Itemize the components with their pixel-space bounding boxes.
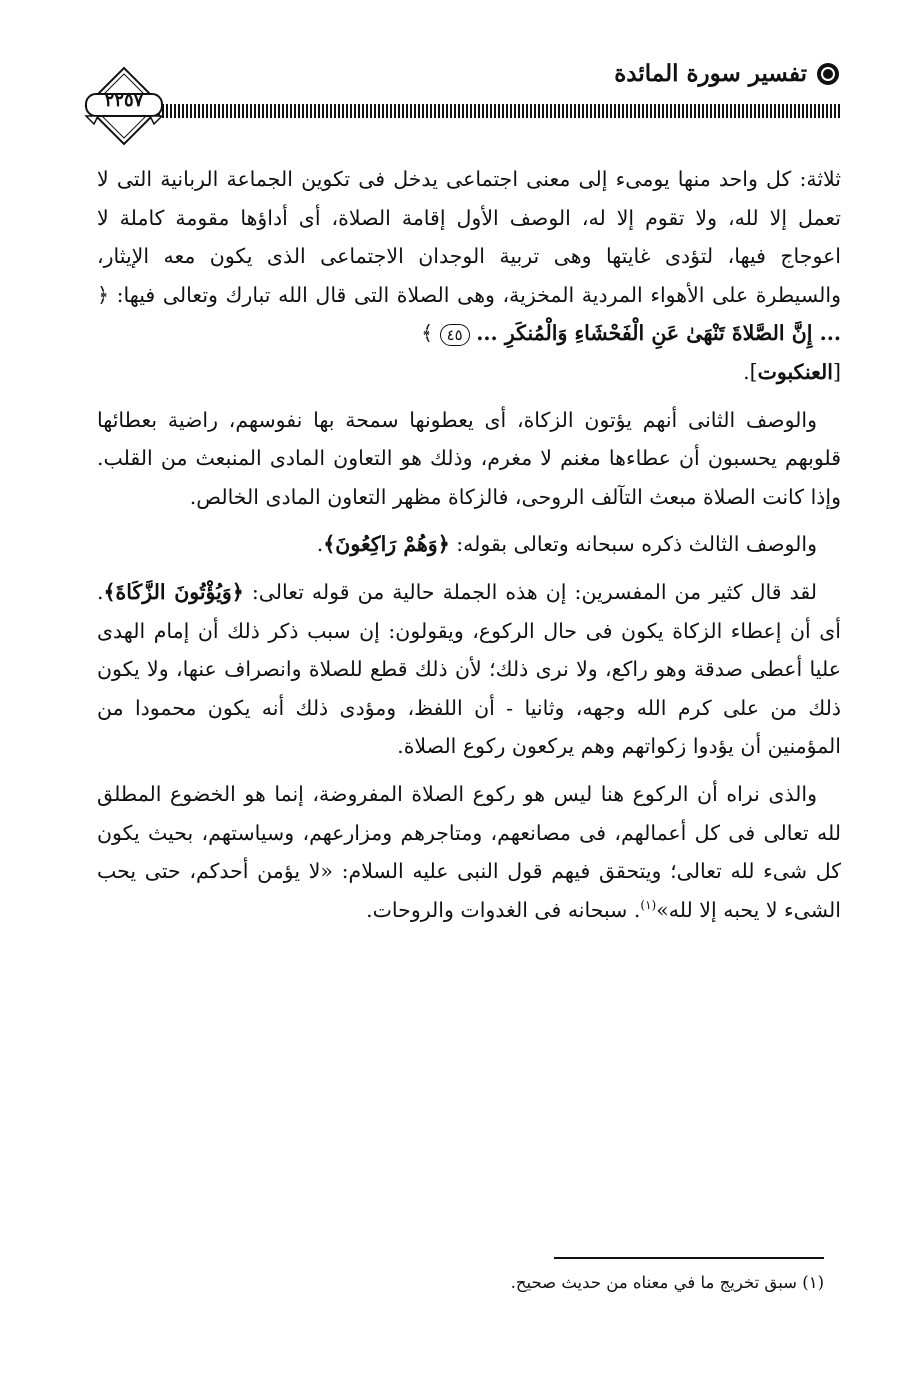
flower-ornament-icon [817, 63, 839, 85]
paragraph-3 [97, 525, 841, 564]
main-text [97, 160, 841, 938]
sura-name: العنكبوت [757, 359, 833, 384]
quran-close-bracket: ﴾ [421, 321, 434, 346]
paragraph-3-text: والوصف الثالث ذكره سبحانه وتعالى بقوله: [456, 532, 817, 557]
paragraph-2: والوصف الثانى أنهم يؤتون الزكاة، أى يعطونها سمحة بها نفوسهم، راضية بعطائها قلوبهم يحسبون أن عطاءها مغنم لا مغرم، وذلك هو التعاون المادى المنبعث من القلب. وإذا كانت الصلاة مبعث التآلف الروحى، فالزكاة مظهر التعاون المادى الخالص. [97, 407, 841, 509]
paragraph-4-text-b: . أى أن إعطاء الزكاة يكون فى حال الركوع، ويقولون: إن سبب ذكر ذلك أن إمام الهدى عليا أعطى صدقة وهو راكع، ولا نرى ذلك؛ لأن ذلك قطع للصلاة وانصراف عنها، ولا يكون ذلك من على كرم الله وجهه، وثانيا - أن اللفظ، ومؤدى ذلك أنه يكون محمودا من المؤمنين أن يؤدوا زكواتهم وهم يركعون ركوع الصلاة. [97, 579, 841, 759]
paragraph-1 [97, 160, 841, 392]
page-number: ٢٢٥٧ [104, 90, 144, 111]
quran-quote-zakat: ﴿وَيُؤْتُونَ الزَّكَاةَ﴾ [103, 579, 244, 604]
paragraph-4-text-a: لقد قال كثير من المفسرين: إن هذه الجملة حالية من قوله تعالى: [251, 579, 817, 604]
ayah-number-marker: ٤٥ [440, 324, 470, 346]
paragraph-5-text-b: . سبحانه فى الغدوات والروحات. [366, 897, 641, 922]
running-title: تفسير سورة المائدة [614, 60, 807, 87]
quran-open-bracket: ﴿ [97, 282, 110, 307]
quran-quote-ankabut: ... إِنَّ الصَّلاةَ تَنْهَىٰ عَنِ الْفَحْشَاءِ وَالْمُنكَرِ ... [476, 321, 841, 346]
sura-close-bracket: ]. [743, 359, 758, 384]
header-rule [158, 104, 841, 118]
footnote-separator [554, 1257, 824, 1259]
footnote-1: (١) سبق تخريج ما في معناه من حديث صحيح. [510, 1273, 824, 1292]
quran-quote-rakioun: ﴿وَهُمْ رَاكِعُونَ﴾ [323, 532, 450, 557]
paragraph-5 [97, 775, 841, 929]
page-number-badge [84, 66, 164, 146]
paragraph-1-text: ثلاثة: كل واحد منها يومىء إلى معنى اجتماعى يدخل فى تكوين الجماعة الربانية التى لا تعمل إلا لله، ولا تقوم إلا له، الوصف الأول إقامة الصلاة، أى أداؤها مقومة كاملة لا اعوجاج فيها، لتؤدى غايتها وهى تربية الوجدان الاجتماعى الذى يكون معه الإيثار، والسيطرة على الأهواء المردية المخزية، وهى الصلاة التى قال الله تبارك وتعالى فيها: [97, 167, 841, 307]
paragraph-3-end: . [316, 532, 324, 557]
running-header [614, 60, 839, 87]
paragraph-5-text-a: والذى نراه أن الركوع هنا ليس هو ركوع الصلاة المفروضة، إنما هو الخضوع المطلق لله تعالى فى كل أعمالهم، فى مصانعهم، ومتاجرهم ومزارعهم، وسياستهم، بحيث يكون كل شىء لله تعالى؛ ويتحقق فيهم قول النبى عليه السلام: «لا يؤمن أحدكم، حتى يحب الشىء لا يحبه إلا لله» [97, 781, 841, 922]
footnote-reference: (١) [640, 897, 657, 912]
paragraph-4 [97, 573, 841, 766]
sura-open-bracket: [ [833, 359, 841, 384]
